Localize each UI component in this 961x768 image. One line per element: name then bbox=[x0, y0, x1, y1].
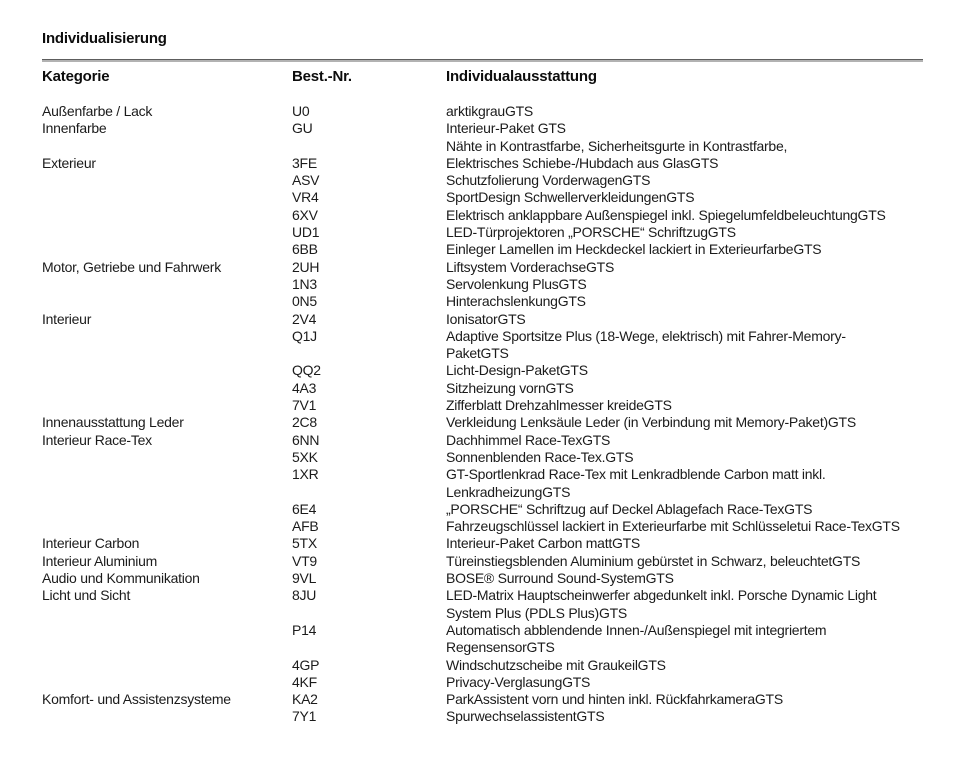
description-line: System Plus (PDLS Plus)GTS bbox=[446, 604, 627, 621]
description-cell bbox=[446, 224, 923, 241]
code-cell: 2V4 bbox=[292, 310, 317, 327]
description-cell bbox=[446, 362, 923, 379]
description-cell bbox=[446, 397, 923, 414]
table-row bbox=[42, 189, 923, 206]
code-cell: VR4 bbox=[292, 189, 319, 206]
code-cell: 1XR bbox=[292, 466, 319, 483]
table-row bbox=[42, 224, 923, 241]
description-line: Zifferblatt Drehzahlmesser kreideGTS bbox=[446, 397, 672, 414]
table-header bbox=[42, 68, 923, 86]
table-row bbox=[42, 657, 923, 674]
description-cell bbox=[446, 311, 923, 328]
code-cell: 3FE bbox=[292, 154, 317, 171]
code-cell: 4KF bbox=[292, 673, 317, 690]
category-cell: Exterieur bbox=[42, 154, 96, 171]
description-line: Privacy-VerglasungGTS bbox=[446, 673, 591, 690]
category-cell: Interieur Aluminium bbox=[42, 552, 158, 569]
code-cell: QQ2 bbox=[292, 362, 321, 379]
description-line: Interieur-Paket Carbon mattGTS bbox=[446, 535, 641, 552]
description-line: IonisatorGTS bbox=[446, 310, 526, 327]
description-line: Licht-Design-PaketGTS bbox=[446, 362, 588, 379]
code-cell: KA2 bbox=[292, 691, 318, 708]
table-row bbox=[42, 501, 923, 518]
description-line: SportDesign SchwellerverkleidungenGTS bbox=[446, 189, 695, 206]
description-line: arktikgrauGTS bbox=[446, 103, 533, 119]
description-cell bbox=[446, 449, 923, 466]
code-cell: 5TX bbox=[292, 535, 317, 552]
description-cell bbox=[446, 380, 923, 397]
category-cell: Innenausstattung Leder bbox=[42, 414, 184, 431]
code-cell: 2C8 bbox=[292, 414, 317, 431]
code-cell: 7Y1 bbox=[292, 708, 317, 725]
table-row bbox=[42, 276, 923, 293]
category-cell: Interieur bbox=[42, 310, 92, 327]
description-line: Automatisch abblendende Innen-/Außenspiegel mit integriertem bbox=[446, 621, 827, 638]
description-line: Windschutzscheibe mit GraukeilGTS bbox=[446, 656, 666, 673]
table-row bbox=[42, 466, 923, 501]
code-cell: UD1 bbox=[292, 224, 320, 241]
code-cell: Q1J bbox=[292, 327, 317, 344]
category-cell: Licht und Sicht bbox=[42, 587, 131, 604]
description-cell bbox=[446, 553, 923, 570]
description-cell bbox=[446, 657, 923, 674]
description-line: PaketGTS bbox=[446, 345, 509, 362]
code-cell: AFB bbox=[292, 518, 319, 535]
description-line: Liftsystem VorderachseGTS bbox=[446, 258, 615, 275]
description-cell bbox=[446, 293, 923, 310]
code-cell: 4GP bbox=[292, 656, 320, 673]
description-cell bbox=[446, 155, 923, 172]
description-cell bbox=[446, 674, 923, 691]
code-cell: 0N5 bbox=[292, 293, 317, 310]
code-cell: 6NN bbox=[292, 431, 320, 448]
description-line: LenkradheizungGTS bbox=[446, 483, 571, 500]
table-row bbox=[42, 397, 923, 414]
code-cell: 5XK bbox=[292, 448, 318, 465]
table-row bbox=[42, 172, 923, 189]
description-cell bbox=[446, 120, 923, 155]
description-line: Schutzfolierung VorderwagenGTS bbox=[446, 172, 651, 189]
category-cell: Außenfarbe / Lack bbox=[42, 103, 153, 119]
description-cell bbox=[446, 691, 923, 708]
description-line: Elektrisch anklappbare Außenspiegel inkl. SpiegelumfeldbeleuchtungGTS bbox=[446, 206, 886, 223]
description-line: Fahrzeugschlüssel lackiert in Exterieurfarbe mit Schlüsseletui Race-TexGTS bbox=[446, 518, 900, 535]
description-line: LED-Türprojektoren „PORSCHE“ SchriftzugGTS bbox=[446, 224, 736, 241]
description-cell bbox=[446, 535, 923, 552]
table-row bbox=[42, 432, 923, 449]
description-line: GT-Sportlenkrad Race-Tex mit Lenkradblende Carbon matt inkl. bbox=[446, 466, 826, 483]
description-line: SpurwechselassistentGTS bbox=[446, 708, 605, 725]
table-body bbox=[42, 103, 923, 726]
description-cell bbox=[446, 518, 923, 535]
column-header-kategorie: Kategorie bbox=[42, 68, 110, 85]
description-cell bbox=[446, 241, 923, 258]
table-row bbox=[42, 535, 923, 552]
description-cell bbox=[446, 276, 923, 293]
table-row bbox=[42, 553, 923, 570]
code-cell: ASV bbox=[292, 172, 320, 189]
description-line: Elektrisches Schiebe-/Hubdach aus GlasGTS bbox=[446, 154, 719, 171]
table-row bbox=[42, 259, 923, 276]
table-row bbox=[42, 207, 923, 224]
table-row bbox=[42, 120, 923, 155]
code-cell: U0 bbox=[292, 103, 310, 119]
category-cell: Audio und Kommunikation bbox=[42, 570, 200, 587]
code-cell: 6BB bbox=[292, 241, 318, 258]
description-cell bbox=[446, 207, 923, 224]
category-cell: Motor, Getriebe und Fahrwerk bbox=[42, 258, 221, 275]
table-row bbox=[42, 414, 923, 431]
table-row bbox=[42, 587, 923, 622]
description-line: LED-Matrix Hauptscheinwerfer abgedunkelt inkl. Porsche Dynamic Light bbox=[446, 587, 877, 604]
table-row bbox=[42, 570, 923, 587]
code-cell: 1N3 bbox=[292, 275, 317, 292]
category-cell: Komfort- und Assistenzsysteme bbox=[42, 691, 231, 708]
code-cell: 6E4 bbox=[292, 500, 317, 517]
description-cell bbox=[446, 501, 923, 518]
code-cell: 9VL bbox=[292, 570, 317, 587]
description-cell bbox=[446, 189, 923, 206]
table-row bbox=[42, 103, 923, 120]
table-row bbox=[42, 708, 923, 725]
description-cell bbox=[446, 328, 923, 363]
code-cell: P14 bbox=[292, 621, 317, 638]
table-row bbox=[42, 155, 923, 172]
table-row bbox=[42, 674, 923, 691]
category-cell: Interieur Carbon bbox=[42, 535, 140, 552]
description-line: Sitzheizung vornGTS bbox=[446, 379, 574, 396]
table-row bbox=[42, 518, 923, 535]
description-cell bbox=[446, 570, 923, 587]
description-line: Verkleidung Lenksäule Leder (in Verbindung mit Memory-Paket)GTS bbox=[446, 414, 856, 431]
description-line: ParkAssistent vorn und hinten inkl. RückfahrkameraGTS bbox=[446, 691, 783, 708]
category-cell: Innenfarbe bbox=[42, 120, 107, 137]
description-line: RegensensorGTS bbox=[446, 639, 555, 656]
description-cell bbox=[446, 414, 923, 431]
table-row bbox=[42, 241, 923, 258]
code-cell: 7V1 bbox=[292, 397, 317, 414]
description-cell bbox=[446, 622, 923, 657]
description-cell bbox=[446, 172, 923, 189]
description-line: Servolenkung PlusGTS bbox=[446, 275, 587, 292]
description-line: BOSE® Surround Sound-SystemGTS bbox=[446, 570, 674, 587]
table-row bbox=[42, 691, 923, 708]
code-cell: 2UH bbox=[292, 258, 320, 275]
category-cell: Interieur Race-Tex bbox=[42, 431, 152, 448]
description-line: Türeinstiegsblenden Aluminium gebürstet in Schwarz, beleuchtetGTS bbox=[446, 552, 861, 569]
description-line: Nähte in Kontrastfarbe, Sicherheitsgurte in Kontrastfarbe, bbox=[446, 137, 788, 154]
code-cell: 4A3 bbox=[292, 379, 317, 396]
code-cell: VT9 bbox=[292, 552, 317, 569]
code-cell: 8JU bbox=[292, 587, 317, 604]
column-header-best-nr: Best.-Nr. bbox=[292, 68, 352, 85]
description-line: Einleger Lamellen im Heckdeckel lackiert in ExterieurfarbeGTS bbox=[446, 241, 822, 258]
code-cell: GU bbox=[292, 120, 313, 137]
description-cell bbox=[446, 708, 923, 725]
description-line: HinterachslenkungGTS bbox=[446, 293, 586, 310]
page-title: Individualisierung bbox=[42, 30, 167, 47]
description-line: „PORSCHE“ Schriftzug auf Deckel Ablagefach Race-TexGTS bbox=[446, 500, 813, 517]
description-line: Dachhimmel Race-TexGTS bbox=[446, 431, 611, 448]
description-cell bbox=[446, 259, 923, 276]
description-line: Sonnenblenden Race-Tex.GTS bbox=[446, 448, 634, 465]
table-row bbox=[42, 311, 923, 328]
table-row bbox=[42, 622, 923, 657]
column-header-individualausstattung: Individualausstattung bbox=[446, 68, 597, 85]
table-row bbox=[42, 293, 923, 310]
code-cell: 6XV bbox=[292, 206, 318, 223]
description-line: Interieur-Paket GTS bbox=[446, 120, 566, 137]
description-cell bbox=[446, 432, 923, 449]
description-cell bbox=[446, 466, 923, 501]
table-row bbox=[42, 328, 923, 363]
table-row bbox=[42, 449, 923, 466]
description-cell bbox=[446, 103, 923, 120]
table-row bbox=[42, 362, 923, 379]
title-divider bbox=[42, 59, 923, 62]
description-cell bbox=[446, 587, 923, 622]
table-row bbox=[42, 380, 923, 397]
description-line: Adaptive Sportsitze Plus (18-Wege, elektrisch) mit Fahrer-Memory- bbox=[446, 327, 846, 344]
